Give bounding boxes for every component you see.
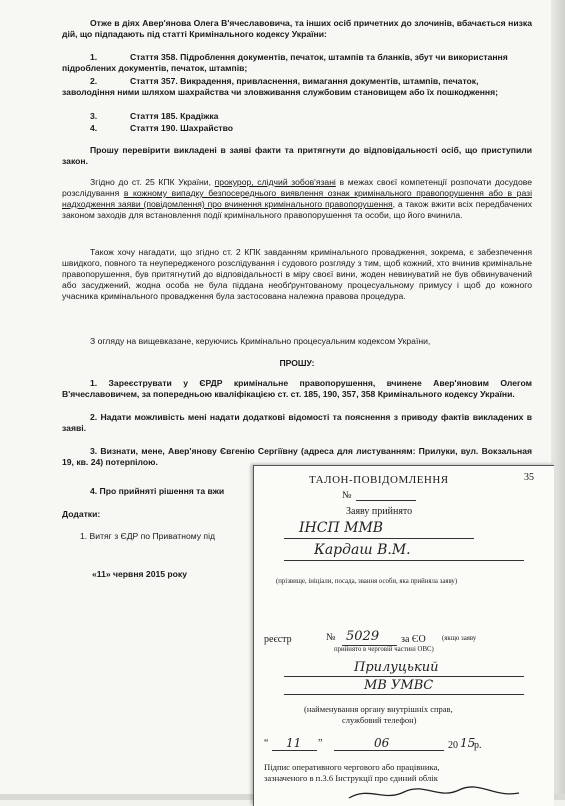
ticket-line-2 [284, 560, 524, 561]
ticket-date-suffix: р. [474, 740, 482, 751]
ticket-title: ТАЛОН-ПОВІДОМЛЕННЯ [309, 474, 449, 486]
paragraph-request-check: Прошу перевірити викладені в заяві факти та притягнути до відповідальності осіб, що приступили закон. [62, 145, 532, 166]
ticket-corner-number: 35 [524, 472, 534, 483]
article-3 [62, 111, 532, 122]
request-item-1: 1. Зареєструвати у ЄРДР кримінальне правопорушення, вчинене Авер'яновим Олегом В'ячеславовичем, за попередньою кваліфікацією ст. ст. 185, 190, 357, 358 Кримінального кодексу України. [62, 378, 532, 399]
ticket-handwritten-name: Кардаш В.М. [314, 542, 411, 558]
ticket-signature-caption-2: зазначеного в п.3.6 Інструкції про єдиний облік [264, 773, 438, 783]
notice-ticket [253, 465, 554, 806]
paragraph-article-25: Згідно до ст. 25 КПК України, прокурор, слідчий зобов'язані в межах своєї компетенції розпочати досудове розслідування в кожному випадку безпосереднього виявлення ознак кримінального правопорушення або в разі надходження заяви (повідомлення) про вчинення кримінального правопорушення, а також вжити всіх передбачених законом заходів для встановлення події кримінального правопорушення та особи, що його вчинила. [62, 177, 532, 220]
ticket-date-day-line [272, 750, 317, 751]
article-num: 2. [90, 76, 98, 86]
ticket-register-note-1: (якщо заяву [442, 635, 477, 642]
article-num: 4. [90, 123, 98, 133]
ticket-caption-organ-2: службовий телефон) [342, 715, 417, 725]
article-4 [62, 123, 532, 134]
ticket-signature-scribble [344, 784, 524, 804]
ticket-date-quote-open: “ [264, 738, 269, 749]
article-num: 1. [90, 52, 98, 62]
ticket-date-month: 06 [374, 736, 390, 750]
paragraph-considering: З огляду на вищевказане, керуючись Кримінально процесуальним кодексом України, [90, 336, 431, 346]
article-text: Стаття 358. Підроблення документів, печаток, штампів та бланків, збут чи використання підроблених документів, печаток, штампів; [62, 52, 508, 73]
ticket-register-label: реєстр [264, 634, 292, 645]
ticket-number-line [356, 500, 416, 501]
ticket-handwritten-department: МВ УМВС [364, 678, 434, 693]
ticket-date-year: 15 [460, 736, 476, 750]
ticket-line-1 [284, 538, 474, 539]
ticket-date-quote-close: ” [318, 738, 323, 749]
ticket-line-4 [284, 694, 524, 695]
attachment-1: 1. Витяг з ЄДР по Приватному під [80, 531, 216, 541]
ticket-date-month-line [334, 750, 444, 751]
article-1 [62, 52, 532, 74]
ticket-register-number: 5029 [346, 629, 380, 644]
paragraph-intro: Отже в діях Авер'янова Олега В'ячеславовича, та інших осіб причетних до злочинів, вбачається низка дій, що підпадають під статті Кримінального кодексу України: [62, 18, 532, 39]
ticket-register-eo: за ЄО [401, 634, 426, 645]
article-text: Стаття 357. Викрадення, привласнення, вимагання документів, штампів, печаток, заволодіння ними шляхом шахрайства чи зловживання службовим становищем або їх пошкодження; [62, 76, 498, 97]
article-num: 3. [90, 111, 98, 121]
ticket-register-no-label: № [326, 632, 336, 643]
request-title: ПРОШУ: [279, 358, 315, 368]
article-text: Стаття 190. Шахрайство [130, 123, 234, 133]
article-text: Стаття 185. Крадіжка [130, 111, 219, 121]
ticket-register-note-2: прийнято в черговій частині ОВС) [334, 646, 434, 653]
article-2 [62, 76, 532, 98]
request-item-2: 2. Надати можливість мені надати додаткові відомості та пояснення з приводу фактів викладених в заяві. [62, 412, 532, 433]
ticket-signature-caption-1: Підпис оперативного чергового або працівника, [264, 762, 440, 772]
request-item-4: 4. Про прийняті рішення та вжи [90, 486, 225, 496]
attachments-title: Додатки: [62, 509, 101, 519]
ticket-accepted-label: Заяву прийнято [346, 506, 413, 517]
document-date: «11» червня 2015 року [92, 569, 188, 579]
ticket-date-year-prefix: 20 [448, 740, 458, 751]
ticket-handwritten-position: ІНСП ММВ [299, 520, 384, 536]
ticket-caption-organ-1: (найменування органу внутрішніх справ, [304, 704, 453, 714]
paragraph-article-2: Також хочу нагадати, що згідно ст. 2 КПК завданням кримінального провадження, зокрема, є забезпечення швидкого, повного та неупередженого розслідування і судового розгляду з тим, щоб кожний, хто вчинив кримінальне правопорушення, був притягнутий до відповідальності в міру своєї вини, жоден невинуватий не був обвинувачений або засуджений, жодна особа не була піддана необґрунтованому процесуальному примусу і щоб до кожного учасника кримінального провадження була застосована належна правова процедура. [62, 247, 532, 301]
ticket-number-label: № [342, 490, 352, 501]
request-item-3: 3. Визнати, мене, Авер'янову Євгенію Сергіївну (адреса для листуванням: Прилуки, вул. Вокзальная 19, кв. 24) потерпілою. [62, 446, 532, 467]
ticket-handwritten-organ: Прилуцький [354, 660, 439, 675]
ticket-caption-person: (прізвище, ініціали, посада, звання особи, яка прийняла заяву) [276, 578, 458, 585]
ticket-line-3 [284, 676, 524, 677]
ticket-date-day: 11 [286, 736, 302, 750]
